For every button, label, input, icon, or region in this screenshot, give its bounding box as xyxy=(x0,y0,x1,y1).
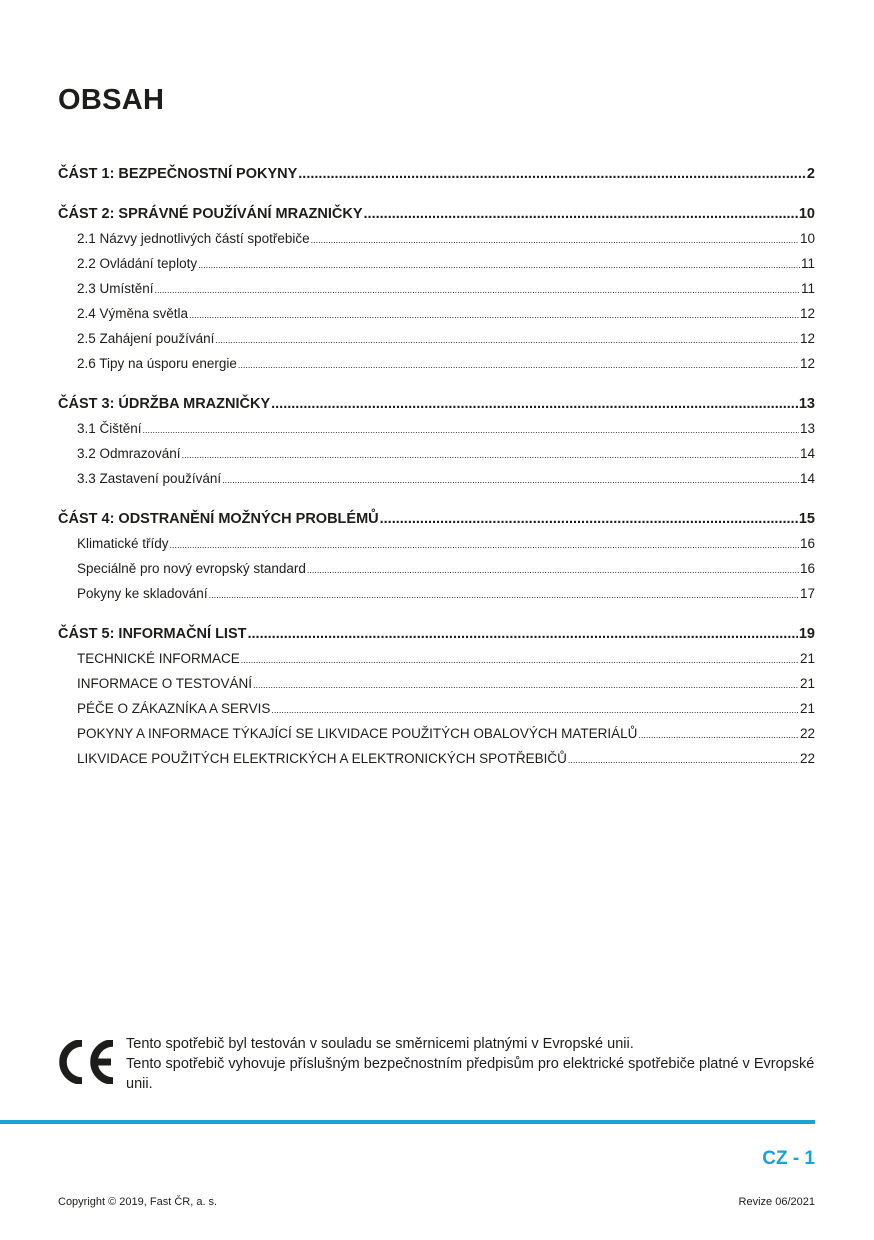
ce-mark-icon xyxy=(58,1040,118,1084)
dot-leader xyxy=(189,310,799,320)
toc-item-row[interactable] xyxy=(58,651,815,676)
toc-page-number: 22 xyxy=(799,751,815,766)
copyright-notice: Copyright © 2019, Fast ČR, a. s. xyxy=(58,1196,218,1208)
toc-page-number: 14 xyxy=(799,446,815,461)
toc-item-label: POKYNY A INFORMACE TÝKAJÍCÍ SE LIKVIDACE POUŽITÝCH OBALOVÝCH MATERIÁLŮ xyxy=(77,726,638,741)
toc-item-row[interactable] xyxy=(58,676,815,701)
toc-chapter-label: ČÁST 1: BEZPEČNOSTNÍ POKYNY xyxy=(58,166,298,182)
ce-statement xyxy=(126,1034,816,1094)
toc-page-number: 16 xyxy=(799,536,815,551)
toc-item-label: 2.4 Výměna světla xyxy=(77,306,189,321)
ce-statement-line: Tento spotřebič vyhovuje příslušným bezpečnostním předpisům pro elektrické spotřebiče platné v Evropské unii. xyxy=(126,1056,815,1092)
dot-leader xyxy=(298,166,806,182)
dot-leader xyxy=(170,540,799,550)
toc-page-number: 11 xyxy=(800,256,815,271)
dot-leader xyxy=(364,206,798,222)
toc-item-row[interactable] xyxy=(58,586,815,611)
dot-leader xyxy=(238,360,799,370)
toc-page-number: 13 xyxy=(798,396,815,412)
toc-page-number: 16 xyxy=(799,561,815,576)
dot-leader xyxy=(209,590,799,600)
dot-leader xyxy=(380,511,798,527)
dot-leader xyxy=(198,260,800,270)
dot-leader xyxy=(222,475,799,485)
dot-leader xyxy=(215,335,799,345)
toc-page-number: 11 xyxy=(800,281,815,296)
toc-item-row[interactable] xyxy=(58,536,815,561)
toc-section xyxy=(58,396,815,496)
toc-page-number: 12 xyxy=(799,306,815,321)
toc-chapter-label: ČÁST 2: SPRÁVNÉ POUŽÍVÁNÍ MRAZNIČKY xyxy=(58,206,363,222)
dot-leader xyxy=(155,285,800,295)
toc-chapter-row[interactable] xyxy=(58,166,815,191)
toc-section xyxy=(58,626,815,776)
toc-page-number: 15 xyxy=(798,511,815,527)
toc-item-label: 2.5 Zahájení používání xyxy=(77,331,215,346)
toc-page-number: 17 xyxy=(799,586,815,601)
footer-divider xyxy=(0,1120,815,1124)
ce-statement-line: Tento spotřebič byl testován v souladu se směrnicemi platnými v Evropské unii. xyxy=(126,1036,634,1052)
toc-item-row[interactable] xyxy=(58,256,815,281)
toc-page-number: 10 xyxy=(799,231,815,246)
toc-item-row[interactable] xyxy=(58,331,815,356)
dot-leader xyxy=(638,730,799,740)
toc-chapter-row[interactable] xyxy=(58,626,815,651)
toc-page-number: 14 xyxy=(799,471,815,486)
dot-leader xyxy=(271,705,799,715)
toc-chapter-row[interactable] xyxy=(58,396,815,421)
toc-item-label: 2.2 Ovládání teploty xyxy=(77,256,198,271)
toc-page-number: 21 xyxy=(799,701,815,716)
dot-leader xyxy=(568,755,799,765)
page-number: CZ - 1 xyxy=(762,1148,815,1169)
dot-leader xyxy=(182,450,799,460)
toc-item-row[interactable] xyxy=(58,471,815,496)
page-title: OBSAH xyxy=(58,84,165,116)
toc-chapter-row[interactable] xyxy=(58,206,815,231)
toc-chapter-row[interactable] xyxy=(58,511,815,536)
toc-item-row[interactable] xyxy=(58,701,815,726)
dot-leader xyxy=(241,655,799,665)
toc-item-label: PÉČE O ZÁKAZNÍKA A SERVIS xyxy=(77,701,271,716)
toc-page-number: 21 xyxy=(799,676,815,691)
toc-item-label: Pokyny ke skladování xyxy=(77,586,208,601)
toc-page-number: 10 xyxy=(798,206,815,222)
toc-chapter-label: ČÁST 3: ÚDRŽBA MRAZNIČKY xyxy=(58,396,271,412)
revision-label: Revize 06/2021 xyxy=(738,1196,815,1208)
toc-item-row[interactable] xyxy=(58,421,815,446)
dot-leader xyxy=(143,425,799,435)
toc-item-row[interactable] xyxy=(58,356,815,381)
dot-leader xyxy=(248,626,798,642)
toc-item-label: 3.1 Čištění xyxy=(77,421,142,436)
toc-page-number: 12 xyxy=(799,356,815,371)
toc-section xyxy=(58,166,815,191)
table-of-contents xyxy=(58,166,815,791)
toc-section xyxy=(58,206,815,381)
toc-page-number: 19 xyxy=(798,626,815,642)
toc-item-label: Klimatické třídy xyxy=(77,536,169,551)
toc-item-label: 2.6 Tipy na úsporu energie xyxy=(77,356,237,371)
toc-item-row[interactable] xyxy=(58,726,815,751)
toc-item-row[interactable] xyxy=(58,446,815,471)
toc-chapter-label: ČÁST 4: ODSTRANĚNÍ MOŽNÝCH PROBLÉMŮ xyxy=(58,511,379,527)
toc-item-row[interactable] xyxy=(58,231,815,256)
toc-item-label: 2.1 Názvy jednotlivých částí spotřebiče xyxy=(77,231,310,246)
toc-page-number: 12 xyxy=(799,331,815,346)
toc-item-row[interactable] xyxy=(58,561,815,586)
toc-item-row[interactable] xyxy=(58,281,815,306)
toc-page-number: 2 xyxy=(806,166,815,182)
toc-item-row[interactable] xyxy=(58,306,815,331)
toc-page-number: 13 xyxy=(799,421,815,436)
toc-item-label: Speciálně pro nový evropský standard xyxy=(77,561,306,576)
toc-section xyxy=(58,511,815,611)
toc-item-label: 3.3 Zastavení používání xyxy=(77,471,222,486)
toc-chapter-label: ČÁST 5: INFORMAČNÍ LIST xyxy=(58,626,247,642)
toc-item-label: LIKVIDACE POUŽITÝCH ELEKTRICKÝCH A ELEKTRONICKÝCH SPOTŘEBIČŮ xyxy=(77,751,567,766)
toc-page-number: 21 xyxy=(799,651,815,666)
toc-item-label: 3.2 Odmrazování xyxy=(77,446,181,461)
toc-item-label: 2.3 Umístění xyxy=(77,281,154,296)
toc-item-row[interactable] xyxy=(58,751,815,776)
toc-item-label: TECHNICKÉ INFORMACE xyxy=(77,651,240,666)
toc-item-label: INFORMACE O TESTOVÁNÍ xyxy=(77,676,253,691)
dot-leader xyxy=(311,235,799,245)
dot-leader xyxy=(307,565,799,575)
toc-page-number: 22 xyxy=(799,726,815,741)
dot-leader xyxy=(253,680,799,690)
dot-leader xyxy=(271,396,798,412)
